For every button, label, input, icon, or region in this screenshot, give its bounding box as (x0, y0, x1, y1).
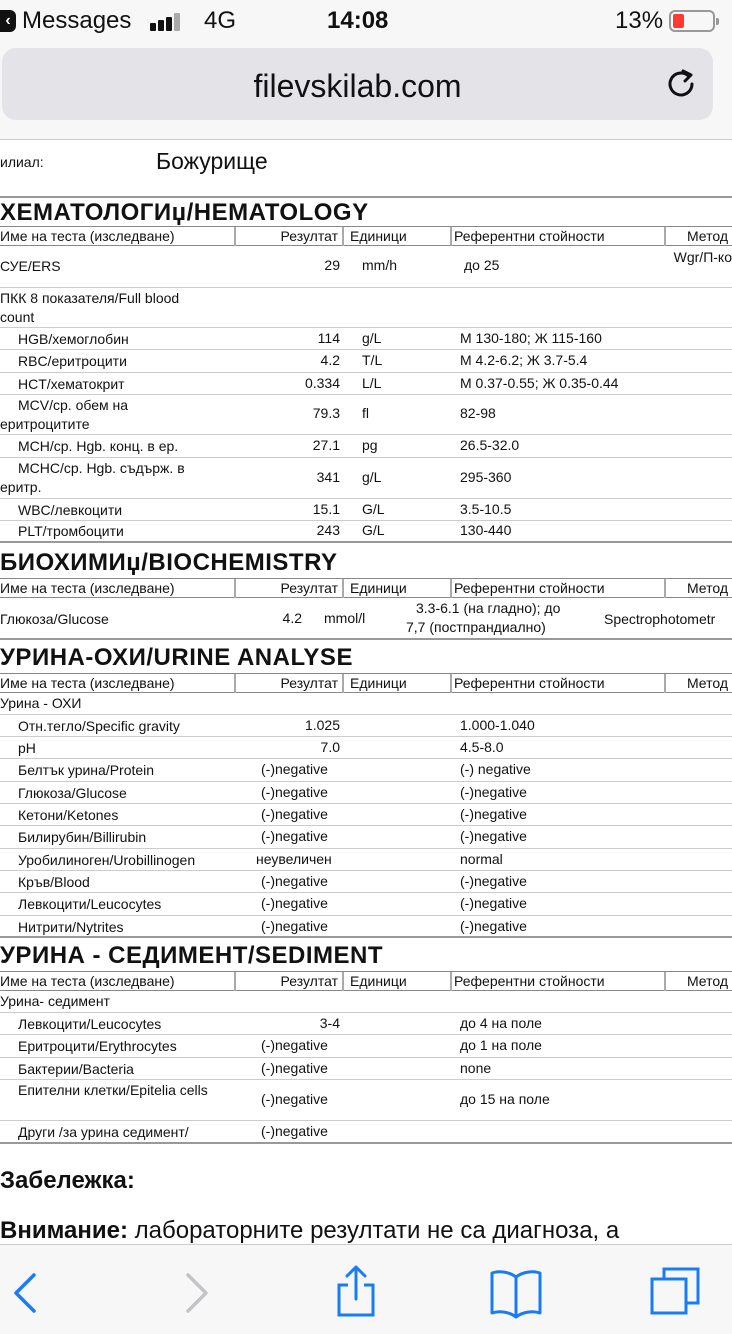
group-name: Урина - ОХИ (0, 695, 82, 711)
section-title: УРИНА-ОХИ/URINE ANALYSE (0, 644, 353, 671)
test-result: (-)negative (261, 1091, 328, 1107)
test-ref: М 4.2-6.2; Ж 3.7-5.4 (460, 352, 588, 368)
test-name: PLT/тромбоцити (18, 523, 124, 539)
table-row (0, 288, 732, 328)
clock: 14:08 (327, 7, 389, 34)
table-row (0, 849, 732, 871)
reload-icon[interactable] (663, 66, 699, 102)
table-row (0, 1080, 732, 1121)
back-to-app-icon[interactable]: ‹ (0, 10, 16, 32)
table-row (0, 435, 732, 458)
web-content (0, 140, 732, 1244)
test-ref: до 1 на поле (460, 1037, 542, 1053)
table-row (0, 782, 732, 804)
battery-percentage: 13% (615, 7, 664, 34)
section-title: ХЕМАТОЛОГИџ/HEMATOLOGY (0, 196, 732, 226)
header-ref: Референтни стойности (454, 227, 666, 246)
warning-body: лабораторните резултати не са диагноза, а (127, 1217, 620, 1244)
browser-toolbar (0, 1244, 732, 1334)
table-row (0, 350, 732, 373)
back-icon[interactable] (0, 1263, 56, 1319)
table-row (0, 246, 732, 288)
biochemistry-section (0, 548, 732, 640)
warning-text (0, 1217, 619, 1244)
test-unit: G/L (362, 501, 385, 517)
test-ref: (-)negative (460, 828, 527, 844)
test-name: RBC/еритроцити (18, 353, 127, 369)
test-name: HCT/хематокрит (18, 376, 125, 392)
test-unit: mm/h (362, 257, 397, 273)
test-ref: М 0.37-0.55; Ж 0.35-0.44 (460, 375, 619, 391)
test-result: (-)negative (261, 918, 328, 934)
test-name: ПКК 8 показателя/Full blood count (0, 290, 180, 325)
header-unit: Единици (346, 674, 452, 693)
test-result: 341 (316, 469, 340, 485)
test-name: Кръв/Blood (18, 874, 90, 890)
test-unit: pg (362, 437, 378, 453)
back-app-label[interactable]: Messages (22, 7, 132, 34)
test-name: СУЕ/ERS (0, 258, 61, 274)
test-ref: (-)negative (460, 895, 527, 911)
test-result: 4.2 (282, 610, 302, 626)
signal-icon (150, 13, 184, 31)
test-name: Други /за урина седимент/ (18, 1124, 189, 1140)
address-bar[interactable] (2, 48, 713, 120)
header-name: Име на теста (изследване) (0, 972, 236, 991)
header-method: Метод (686, 973, 728, 989)
test-result: (-)negative (261, 806, 328, 822)
table-row (0, 1121, 732, 1144)
header-result: Резултат (238, 674, 344, 693)
test-name: Бактерии/Bacteria (18, 1061, 134, 1077)
test-ref: (-)negative (460, 873, 527, 889)
test-result: 243 (316, 522, 340, 538)
test-ref: none (460, 1060, 492, 1076)
test-result: (-)negative (261, 1037, 328, 1053)
test-unit: fl (362, 405, 369, 421)
test-name: Белтък урина/Protein (18, 762, 155, 778)
test-result: 27.1 (312, 437, 340, 453)
table-header (0, 971, 732, 991)
header-unit: Единици (346, 972, 452, 991)
table-row (0, 893, 732, 916)
test-ref: (-)negative (460, 806, 527, 822)
battery-icon (669, 10, 715, 32)
test-ref: М 130-180; Ж 115-160 (460, 330, 602, 346)
test-ref-line2: 7,7 (постпрандиално) (406, 619, 546, 635)
test-name: MCHC/ср. Hgb. съдърж. в еритр. (0, 460, 185, 495)
test-unit: g/L (362, 469, 382, 485)
table-header (0, 226, 732, 246)
test-name: pH (18, 740, 36, 756)
test-method: Wgr/П-ко (673, 249, 732, 265)
test-name: Уробилиноген/Urobillinogen (18, 852, 196, 868)
test-result: 1.025 (304, 717, 340, 733)
test-ref: 4.5-8.0 (460, 739, 504, 755)
table-row (0, 1035, 732, 1058)
filial-label: илиал: (0, 154, 44, 170)
test-ref: 26.5-32.0 (460, 437, 520, 453)
test-result: 29 (324, 257, 340, 273)
status-bar (0, 0, 732, 42)
test-name: WBC/левкоцити (18, 502, 123, 518)
test-method: Spectrophotometr (604, 611, 716, 627)
test-name: Еритроцити/Erythrocytes (18, 1038, 177, 1054)
test-name: Епителни клетки/Epitelia cells (18, 1082, 208, 1098)
test-result: 0.334 (304, 375, 340, 391)
test-result: (-)negative (261, 873, 328, 889)
warning-label: Внимание: (0, 1217, 128, 1244)
table-header (0, 673, 732, 693)
header-method: Метод (686, 675, 728, 691)
table-row (0, 1013, 732, 1035)
header-name: Име на теста (изследване) (0, 579, 236, 598)
test-ref: 130-440 (460, 522, 512, 538)
test-result: 3-4 (319, 1015, 340, 1031)
table-row (0, 804, 732, 826)
sediment-section (0, 941, 732, 1144)
share-icon[interactable] (328, 1263, 384, 1319)
header-result: Резултат (238, 579, 344, 598)
table-row (0, 991, 732, 1013)
test-ref: до 25 (464, 257, 500, 273)
test-name: Глюкоза/Glucose (18, 785, 127, 801)
table-row (0, 826, 732, 849)
test-unit: mmol/l (324, 610, 366, 626)
table-row (0, 373, 732, 395)
table-row (0, 395, 732, 435)
header-result: Резултат (238, 227, 344, 246)
test-name: MCV/ср. обем на еритроцитите (0, 397, 129, 432)
test-name: MCH/ср. Hgb. конц. в ер. (18, 438, 179, 454)
hematology-section (0, 196, 732, 543)
filial-value: Божурище (156, 148, 268, 174)
battery-level (673, 14, 684, 28)
test-result: (-)negative (261, 761, 328, 777)
header-ref: Референтни стойности (454, 972, 666, 991)
note-label: Забележка: (0, 1167, 135, 1194)
header-unit: Единици (346, 579, 452, 598)
forward-icon[interactable] (166, 1263, 222, 1319)
test-ref-line1: 3.3-6.1 (на гладно); до (416, 600, 561, 616)
header-unit: Единици (346, 227, 452, 246)
test-result: 4.2 (320, 352, 340, 368)
test-ref: 295-360 (460, 469, 512, 485)
test-name: Левкоцити/Leucocytes (18, 896, 162, 912)
url-text[interactable]: filevskilab.com (253, 68, 462, 104)
table-row (0, 521, 732, 543)
urine-section (0, 643, 732, 938)
group-name: Урина- седимент (0, 993, 110, 1009)
test-result: (-)negative (261, 1123, 328, 1139)
header-ref: Референтни стойности (454, 579, 666, 598)
network-type: 4G (204, 7, 237, 34)
header-method: Метод (686, 580, 728, 596)
test-name: HGB/хемоглобин (18, 331, 129, 347)
table-row (0, 715, 732, 737)
header-result: Резултат (238, 972, 344, 991)
test-ref: (-) negative (460, 761, 531, 777)
header-method: Метод (686, 228, 728, 244)
test-ref: (-)negative (460, 784, 527, 800)
test-result: (-)negative (261, 828, 328, 844)
test-unit: L/L (362, 375, 382, 391)
section-title: УРИНА - СЕДИМЕНТ/SEDIMENT (0, 942, 384, 969)
header-name: Име на теста (изследване) (0, 674, 236, 693)
table-row (0, 458, 732, 499)
header-ref: Референтни стойности (454, 674, 666, 693)
test-result: (-)negative (261, 1060, 328, 1076)
header-name: Име на теста (изследване) (0, 227, 236, 246)
table-row (0, 1058, 732, 1080)
test-unit: G/L (362, 522, 385, 538)
table-row (0, 499, 732, 521)
bookmarks-icon[interactable] (488, 1263, 544, 1319)
test-name: Отн.тегло/Specific gravity (18, 718, 180, 734)
test-ref: до 15 на поле (460, 1091, 550, 1107)
section-title: БИОХИМИџ/BIOCHEMISTRY (0, 549, 338, 576)
test-result: 15.1 (312, 501, 340, 517)
test-result: неувеличен (256, 851, 332, 867)
test-name: Левкоцити/Leucocytes (18, 1016, 162, 1032)
table-row (0, 328, 732, 350)
table-row (0, 737, 732, 759)
test-result: (-)negative (261, 895, 328, 911)
table-header (0, 578, 732, 598)
test-ref: 82-98 (460, 405, 496, 421)
test-name: Нитрити/Nytrites (18, 919, 124, 935)
test-name: Билирубин/Billirubin (18, 829, 147, 845)
test-ref: 1.000-1.040 (460, 717, 535, 733)
table-row (0, 598, 732, 640)
browser-address-area (0, 42, 732, 140)
table-row (0, 871, 732, 893)
test-name: Кетони/Ketones (18, 807, 119, 823)
test-ref: до 4 на поле (460, 1015, 542, 1031)
test-unit: g/L (362, 330, 382, 346)
table-row (0, 693, 732, 715)
test-result: 114 (317, 330, 340, 346)
test-ref: 3.5-10.5 (460, 501, 512, 517)
test-unit: T/L (362, 352, 383, 368)
test-name: Глюкоза/Glucose (0, 611, 109, 627)
test-result: (-)negative (261, 784, 328, 800)
table-row (0, 759, 732, 782)
test-result: 7.0 (320, 739, 340, 755)
tabs-icon[interactable] (648, 1263, 704, 1319)
test-result: 79.3 (312, 405, 340, 421)
table-row (0, 916, 732, 938)
test-ref: (-)negative (460, 918, 527, 934)
test-ref: normal (460, 851, 503, 867)
